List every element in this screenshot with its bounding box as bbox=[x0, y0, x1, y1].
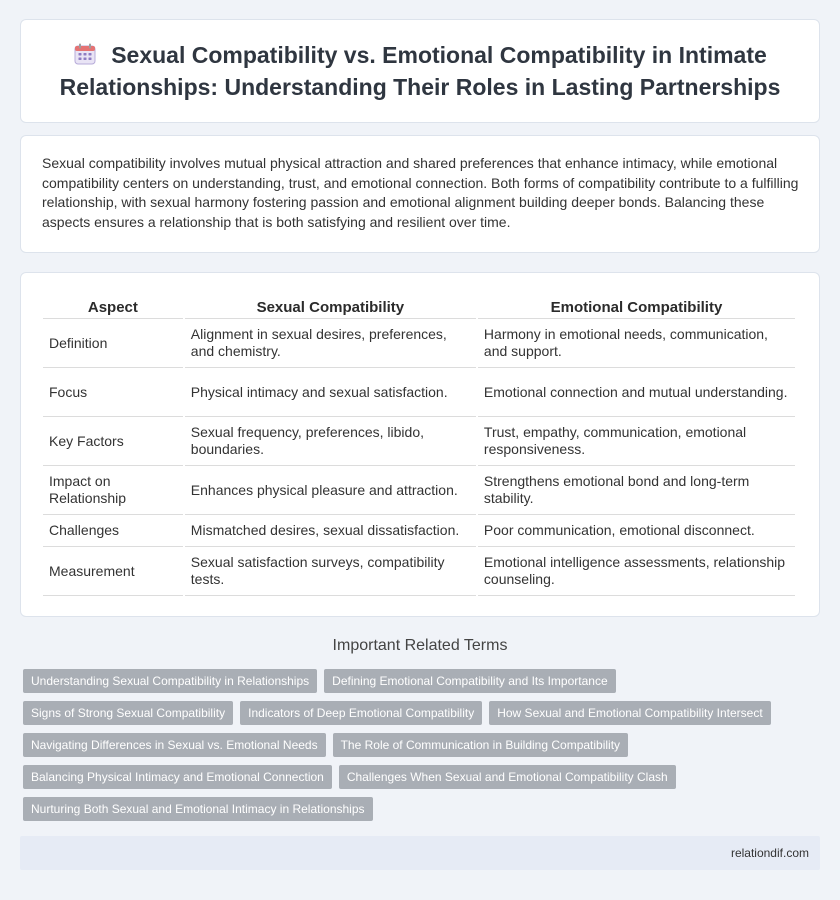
table-row bbox=[43, 417, 795, 466]
related-term-tag[interactable]: Defining Emotional Compatibility and Its Importance bbox=[324, 669, 615, 693]
table-cell: Alignment in sexual desires, preferences, and chemistry. bbox=[185, 319, 476, 368]
table-cell: Enhances physical pleasure and attraction. bbox=[185, 466, 476, 515]
table-header: Emotional Compatibility bbox=[478, 295, 795, 319]
table-header-row bbox=[43, 295, 795, 319]
table-cell: Emotional connection and mutual understanding. bbox=[478, 368, 795, 417]
related-term-tag[interactable]: How Sexual and Emotional Compatibility Intersect bbox=[489, 701, 770, 725]
table-cell: Impact on Relationship bbox=[43, 466, 183, 515]
table-cell: Key Factors bbox=[43, 417, 183, 466]
table-cell: Challenges bbox=[43, 515, 183, 547]
related-term-tag[interactable]: Indicators of Deep Emotional Compatibility bbox=[240, 701, 482, 725]
table-cell: Sexual frequency, preferences, libido, boundaries. bbox=[185, 417, 476, 466]
table-cell: Harmony in emotional needs, communication, and support. bbox=[478, 319, 795, 368]
page-title-text: Sexual Compatibility vs. Emotional Compatibility in Intimate Relationships: Understanding Their Roles in Lasting Partnerships bbox=[59, 41, 781, 100]
table-row bbox=[43, 515, 795, 547]
table-cell: Strengthens emotional bond and long-term stability. bbox=[478, 466, 795, 515]
table-cell: Measurement bbox=[43, 547, 183, 596]
related-term-tag[interactable]: Navigating Differences in Sexual vs. Emotional Needs bbox=[23, 733, 326, 757]
calendar-icon bbox=[73, 42, 97, 73]
table-cell: Mismatched desires, sexual dissatisfaction. bbox=[185, 515, 476, 547]
table-row bbox=[43, 368, 795, 417]
related-term-tag[interactable]: Balancing Physical Intimacy and Emotional Connection bbox=[23, 765, 332, 789]
table-cell: Focus bbox=[43, 368, 183, 417]
table-row bbox=[43, 547, 795, 596]
table-header: Sexual Compatibility bbox=[185, 295, 476, 319]
related-term-tag[interactable]: Nurturing Both Sexual and Emotional Intimacy in Relationships bbox=[23, 797, 373, 821]
summary-text: Sexual compatibility involves mutual physical attraction and shared preferences that enhance intimacy, while emotional compatibility centers on understanding, trust, and emotional connection. Both forms of compatibility contribute to a fulfilling relationship, with sexual harmony fostering passion and emotional alignment building deeper bonds. Balancing these aspects ensures a relationship that is both satisfying and resilient over time. bbox=[42, 155, 799, 230]
comparison-table bbox=[41, 295, 797, 596]
table-cell: Poor communication, emotional disconnect. bbox=[478, 515, 795, 547]
table-cell: Physical intimacy and sexual satisfaction. bbox=[185, 368, 476, 417]
related-term-tag[interactable]: Signs of Strong Sexual Compatibility bbox=[23, 701, 233, 725]
comparison-table-card bbox=[20, 272, 820, 617]
related-terms-tags bbox=[23, 669, 823, 829]
table-cell: Sexual satisfaction surveys, compatibility tests. bbox=[185, 547, 476, 596]
table-cell: Trust, empathy, communication, emotional responsiveness. bbox=[478, 417, 795, 466]
related-terms-heading: Important Related Terms bbox=[332, 637, 508, 654]
table-cell: Definition bbox=[43, 319, 183, 368]
table-row bbox=[43, 319, 795, 368]
page-title bbox=[51, 41, 789, 102]
title-card bbox=[20, 19, 820, 123]
related-term-tag[interactable]: Understanding Sexual Compatibility in Relationships bbox=[23, 669, 317, 693]
summary-card bbox=[20, 135, 820, 253]
table-cell: Emotional intelligence assessments, relationship counseling. bbox=[478, 547, 795, 596]
table-row bbox=[43, 466, 795, 515]
related-term-tag[interactable]: Challenges When Sexual and Emotional Compatibility Clash bbox=[339, 765, 676, 789]
footer-site-link[interactable]: relationdif.com bbox=[730, 846, 809, 860]
table-header: Aspect bbox=[43, 295, 183, 319]
footer bbox=[20, 836, 820, 870]
related-term-tag[interactable]: The Role of Communication in Building Compatibility bbox=[333, 733, 628, 757]
